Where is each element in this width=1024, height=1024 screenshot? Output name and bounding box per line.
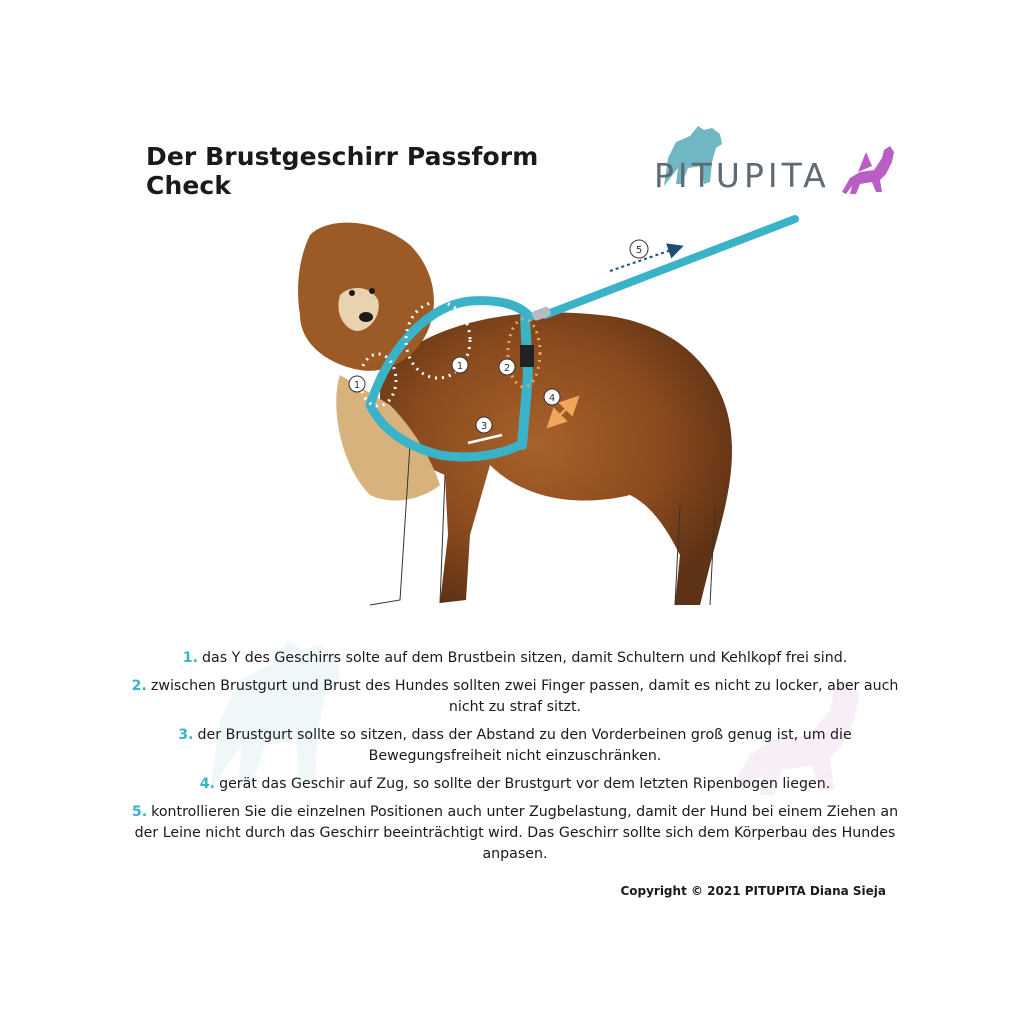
instruction-text: gerät das Geschir auf Zug, so sollte der Brustgurt vor dem letzten Ripenbogen liegen. (219, 776, 831, 792)
marker-2 (499, 359, 515, 375)
dog-nose (359, 312, 373, 322)
brand-logo (646, 122, 896, 200)
harness-girth-strap (522, 317, 528, 445)
instruction-list (120, 648, 910, 872)
logo-text: PITUPITA (654, 156, 830, 195)
dog-body (380, 313, 732, 606)
svg-text:2: 2 (503, 363, 511, 374)
svg-text:1: 1 (353, 380, 361, 391)
instruction-item (120, 648, 910, 669)
marker-5 (630, 240, 648, 258)
svg-text:4: 4 (548, 393, 556, 404)
instruction-number: 4. (199, 776, 216, 792)
svg-text:1: 1 (456, 361, 464, 372)
instruction-text: zwischen Brustgurt und Brust des Hundes sollten zwei Finger passen, damit es nicht zu locker, aber auch nicht zu straf sitzt. (150, 678, 899, 715)
marker-4 (544, 389, 560, 405)
leash (545, 219, 795, 315)
logo-cat-icon (842, 146, 894, 194)
instruction-item (120, 774, 910, 795)
marker-3 (476, 417, 492, 433)
instruction-item (120, 676, 910, 718)
dog-eye (369, 288, 375, 294)
copyright-notice: Copyright © 2021 PITUPITA Diana Sieja (620, 884, 886, 898)
instruction-number: 2. (131, 678, 147, 694)
instruction-item (120, 725, 910, 767)
dog-harness-illustration (270, 205, 810, 625)
page-title: Der Brustgeschirr Passform Check (146, 142, 539, 200)
instruction-number: 1. (182, 650, 198, 666)
svg-text:3: 3 (480, 421, 488, 432)
instruction-text: kontrollieren Sie die einzelnen Positionen auch unter Zugbelastung, damit der Hund bei einem Ziehen an der Leine nicht durch das Geschirr beeinträchtigt wird. Das Geschirr sollte sich dem Körperbau des Hundes anpasen. (134, 804, 899, 862)
dog-eye (349, 290, 355, 296)
instruction-item (120, 802, 910, 865)
marker-1b (452, 357, 468, 373)
instruction-text: der Brustgurt sollte so sitzen, dass der Abstand zu den Vorderbeinen groß genug ist, um die Bewegungsfreiheit nicht einzuschränken. (197, 727, 852, 764)
harness-buckle (520, 345, 534, 367)
instruction-number: 3. (178, 727, 194, 743)
marker-1a (349, 376, 365, 392)
instruction-number: 5. (131, 804, 148, 820)
svg-text:5: 5 (635, 245, 643, 256)
instruction-text: das Y des Geschirrs solte auf dem Brustbein sitzen, damit Schultern und Kehlkopf frei sind. (202, 650, 848, 666)
